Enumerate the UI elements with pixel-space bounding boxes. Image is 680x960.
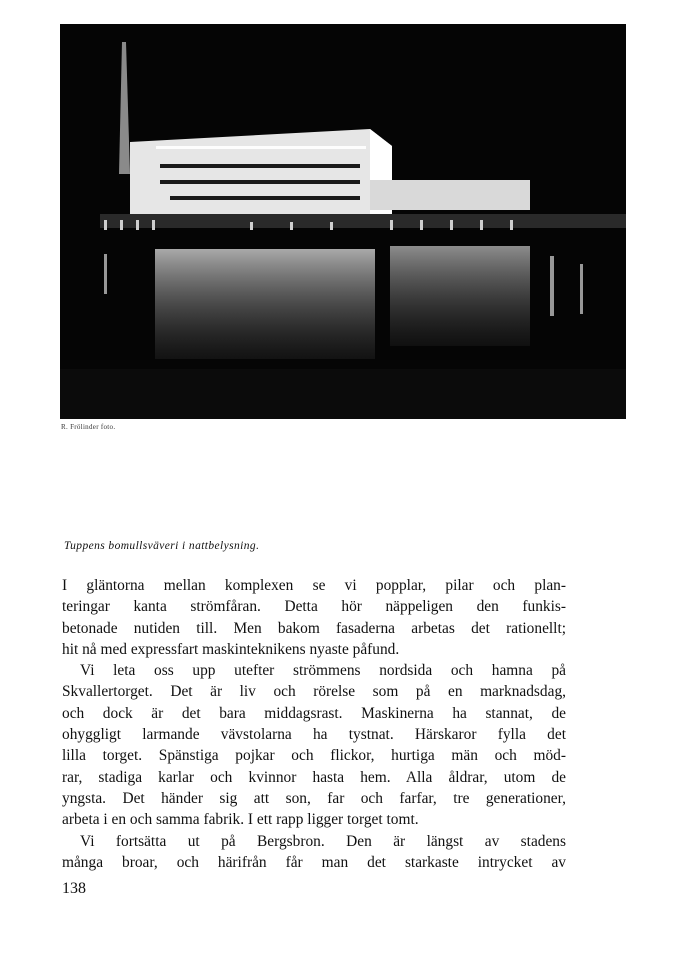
text-line: yngsta. Det händer sig att son, far och farfar, tre generationer, bbox=[62, 789, 566, 807]
mill-night-photo bbox=[60, 24, 626, 419]
photo-credit: R. Frölinder foto. bbox=[61, 423, 116, 431]
text-line: Skvallertorget. Det är liv och rörelse som på en marknadsdag, bbox=[62, 683, 566, 701]
text-line: Vi leta oss upp utefter strömmens nordsida och hamna på bbox=[80, 662, 566, 680]
text-line: många broar, och härifrån får man det starkaste intrycket av bbox=[62, 853, 566, 871]
page-number: 138 bbox=[62, 880, 86, 897]
text-line: teringar kanta strömfåran. Detta hör näppeligen den funkis- bbox=[62, 598, 566, 616]
paragraph bbox=[62, 660, 566, 830]
photo-caption: Tuppens bomullsväveri i nattbelysning. bbox=[64, 540, 260, 552]
paragraph bbox=[62, 831, 566, 874]
text-line: I gläntorna mellan komplexen se vi popplar, pilar och plan- bbox=[62, 577, 566, 594]
photo-illustration bbox=[60, 24, 626, 419]
text-line: arbeta i en och samma fabrik. I ett rapp ligger torget tomt. bbox=[62, 811, 419, 829]
text-line: och dock är det bara middagsrast. Maskinerna ha stannat, de bbox=[62, 704, 566, 722]
text-line: Vi fortsätta ut på Bergsbron. Den är längst av stadens bbox=[80, 832, 566, 850]
text-line: betonade nutiden till. Men bakom fasaderna arbetas det rationellt; bbox=[62, 619, 566, 637]
text-line: lilla torget. Spänstiga pojkar och flickor, hurtiga män och möd- bbox=[62, 747, 566, 765]
body-text bbox=[62, 575, 566, 873]
paragraph bbox=[62, 575, 566, 660]
text-line: hit nå med expressfart maskinteknikens nyaste påfund. bbox=[62, 640, 400, 658]
text-line: ohyggligt larmande vävstolarna ha tystnat. Härskaror fylla det bbox=[62, 726, 566, 744]
text-line: rar, stadiga karlar och kvinnor hasta hem. Alla åldrar, utom de bbox=[62, 768, 566, 786]
